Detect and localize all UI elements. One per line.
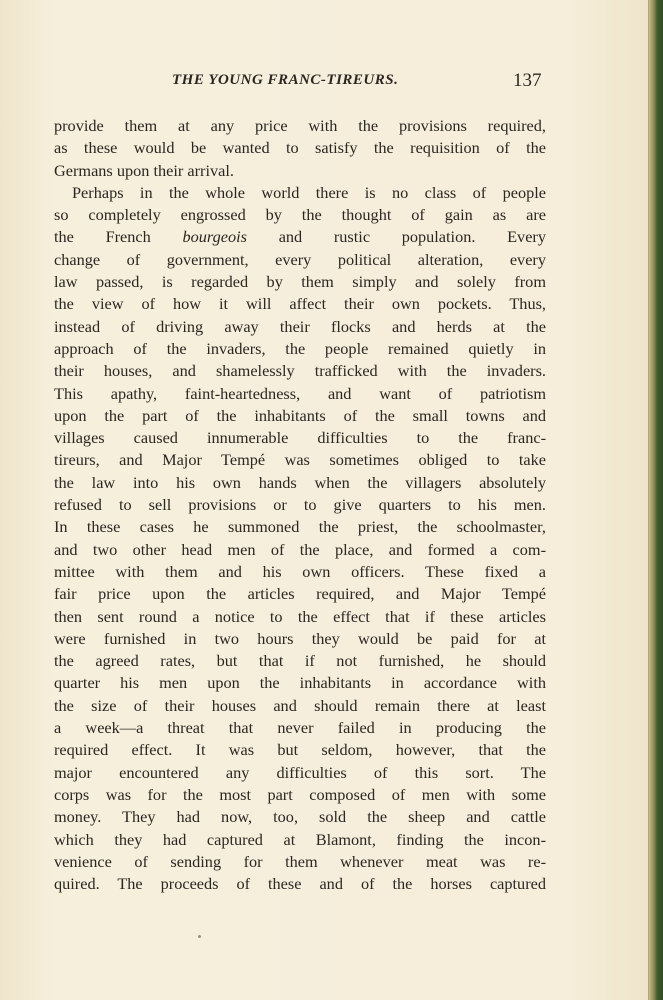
text-line: required effect. It was but seldom, however, that the xyxy=(54,740,546,760)
body-text xyxy=(54,115,546,895)
running-title: THE YOUNG FRANC-TIREURS. xyxy=(172,72,399,88)
text-line: In these cases he summoned the priest, the schoolmaster, xyxy=(54,517,546,537)
text-line: quired. The proceeds of these and of the horses captured xyxy=(54,874,546,894)
paper-speck xyxy=(198,935,201,938)
text-line: This apathy, faint-heartedness, and want of patriotism xyxy=(54,383,546,403)
text-line: major encountered any difficulties of this sort. The xyxy=(54,762,546,782)
text-line: which they had captured at Blamont, finding the incon- xyxy=(54,829,546,849)
text-line: and two other head men of the place, and formed a com- xyxy=(54,539,546,559)
text-line: law passed, is regarded by them simply and solely from xyxy=(54,272,546,292)
text-line: tireurs, and Major Tempé was sometimes obliged to take xyxy=(54,450,546,470)
text-line: money. They had now, too, sold the sheep and cattle xyxy=(54,807,546,827)
text-line: the agreed rates, but that if not furnished, he should xyxy=(54,651,546,671)
page-number: 137 xyxy=(513,70,542,91)
text-line: the view of how it will affect their own pockets. Thus, xyxy=(54,294,546,314)
text-line: change of government, every political alteration, every xyxy=(54,249,546,269)
text-line: villages caused innumerable difficulties to the franc- xyxy=(54,428,546,448)
text-line: refused to sell provisions or to give quarters to his men. xyxy=(54,495,546,515)
text-line: approach of the invaders, the people remained quietly in xyxy=(54,338,546,358)
text-line: fair price upon the articles required, and Major Tempé xyxy=(54,584,546,604)
text-line: the law into his own hands when the villagers absolutely xyxy=(54,472,546,492)
text-line: their houses, and shamelessly trafficked with the invaders. xyxy=(54,361,546,381)
text-line: mittee with them and his own officers. These fixed a xyxy=(54,561,546,581)
text-line: upon the part of the inhabitants of the small towns and xyxy=(54,405,546,425)
page-header xyxy=(0,72,649,98)
text-line: instead of driving away their flocks and herds at the xyxy=(54,316,546,336)
text-line: the size of their houses and should remain there at least xyxy=(54,695,546,715)
text-line: a week—a threat that never failed in producing the xyxy=(54,718,546,738)
text-line: so completely engrossed by the thought of gain as are xyxy=(54,205,546,225)
book-spine xyxy=(649,0,663,1000)
text-line: provide them at any price with the provisions required, xyxy=(54,116,546,135)
paragraph-start-line: Perhaps in the whole world there is no class of people xyxy=(72,182,546,202)
text-line: venience of sending for them whenever meat was re- xyxy=(54,851,546,871)
text-line: quarter his men upon the inhabitants in accordance with xyxy=(54,673,546,693)
text-line: as these would be wanted to satisfy the requisition of the xyxy=(54,138,546,158)
italic-term: bourgeois xyxy=(182,227,247,247)
text-line: then sent round a notice to the effect that if these articles xyxy=(54,606,546,626)
text-line: corps was for the most part composed of men with some xyxy=(54,784,546,804)
text-line: the French bourgeois and rustic population. Every xyxy=(54,227,546,247)
text-line: Germans upon their arrival. xyxy=(54,160,234,180)
text-line: were furnished in two hours they would be paid for at xyxy=(54,628,546,648)
